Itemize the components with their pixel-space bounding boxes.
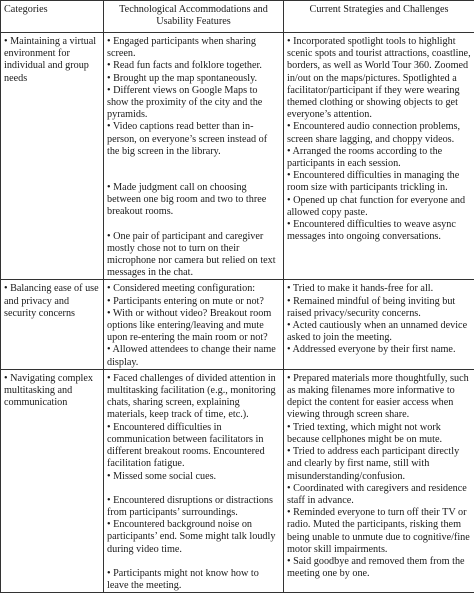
category-label: • Balancing ease of use and privacy and security concerns bbox=[4, 283, 100, 320]
list-item: • Acted cautiously when an unnamed device asked to join the meeting. bbox=[287, 320, 471, 344]
table-row bbox=[1, 369, 474, 592]
table-row bbox=[1, 33, 474, 280]
header-categories: Categories bbox=[1, 1, 104, 33]
list-item: • Encountered audio connection problems, screen share lagging, and choppy videos. bbox=[287, 121, 471, 145]
list-item: • Tried to address each participant directly and clearly by first name, still with misunderstanding/confusion. bbox=[287, 446, 471, 483]
list-item: • Arranged the rooms according to the participants in each session. bbox=[287, 146, 471, 170]
list-item: • With or without video? Breakout room options like entering/leaving and mute upon re-entering the main room or not? bbox=[107, 308, 280, 345]
list-item: • Encountered difficulties in communication between facilitators in different breakout rooms. Encountered facilitation fatigue. bbox=[107, 422, 280, 471]
list-item: • Allowed attendees to change their name display. bbox=[107, 344, 280, 368]
list-item: • Different views on Google Maps to show the proximity of the city and the pyramids. bbox=[107, 85, 280, 122]
list-item: • Tried texting, which might not work because cellphones might be on mute. bbox=[287, 422, 471, 446]
list-item: • Encountered background noise on participants’ end. Some might talk loudly during video time. bbox=[107, 519, 280, 556]
list-item: • Incorporated spotlight tools to highlight scenic spots and tourist attractions, coastline, borders, as well as World Tour 360. Zoomed in/out on the maps/pictures. Spotlighted a facilitator/participant if they were wearing themed clothing or showing objects to get everyone’s attention. bbox=[287, 36, 471, 121]
list-item: • Video captions read better than in-person, on everyone’s screen instead of the big screen in the library. bbox=[107, 121, 280, 158]
list-item: • Remained mindful of being inviting but raised privacy/security concerns. bbox=[287, 296, 471, 320]
table-header-row bbox=[1, 1, 474, 33]
list-item: • Reminded everyone to turn off their TV or radio. Muted the participants, risking them being unable to unmute due to cognitive/fine motor skill impairments. bbox=[287, 507, 471, 556]
list-item: • Made judgment call on choosing between one big room and two to three breakout rooms. bbox=[107, 182, 280, 219]
list-item: • Read fun facts and folklore together. bbox=[107, 60, 280, 72]
list-item: • Missed some social cues. bbox=[107, 471, 280, 483]
list-item: • Participants entering on mute or not? bbox=[107, 296, 280, 308]
list-item: • Encountered disruptions or distractions from participants’ surroundings. bbox=[107, 495, 280, 519]
list-item: • Encountered difficulties in managing the room size with participants trickling in. bbox=[287, 170, 471, 194]
list-item: • Opened up chat function for everyone and allowed copy paste. bbox=[287, 195, 471, 219]
list-item: • One pair of participant and caregiver mostly chose not to turn on their microphone nor camera but relied on text messages in the chat. bbox=[107, 231, 280, 280]
list-item: • Engaged participants when sharing screen. bbox=[107, 36, 280, 60]
table-row bbox=[1, 280, 474, 369]
header-strategies-challenges: Current Strategies and Challenges bbox=[284, 1, 474, 33]
list-item: • Faced challenges of divided attention in multitasking facilitation (e.g., monitoring chats, sharing screen, explaining materials, keep track of time, etc.). bbox=[107, 373, 280, 422]
list-item: • Considered meeting configuration: bbox=[107, 283, 280, 295]
list-item: • Brought up the map spontaneously. bbox=[107, 73, 280, 85]
list-item: • Participants might not know how to leave the meeting. bbox=[107, 568, 280, 592]
list-item: • Said goodbye and removed them from the meeting one by one. bbox=[287, 556, 471, 580]
category-label: • Maintaining a virtual environment for individual and group needs bbox=[4, 36, 100, 85]
category-label: • Navigating complex multitasking and communication bbox=[4, 373, 100, 410]
list-item: • Addressed everyone by their first name. bbox=[287, 344, 471, 356]
list-item: • Encountered difficulties to weave async messages into ongoing conversations. bbox=[287, 219, 471, 243]
list-item: • Tried to make it hands-free for all. bbox=[287, 283, 471, 295]
list-item: • Coordinated with caregivers and residence staff in advance. bbox=[287, 483, 471, 507]
list-item: • Prepared materials more thoughtfully, such as making filenames more informative to depict the content for easier access when viewing through screen share. bbox=[287, 373, 471, 422]
header-tech-accommodations: Technological Accommodations and Usability Features bbox=[104, 1, 284, 33]
